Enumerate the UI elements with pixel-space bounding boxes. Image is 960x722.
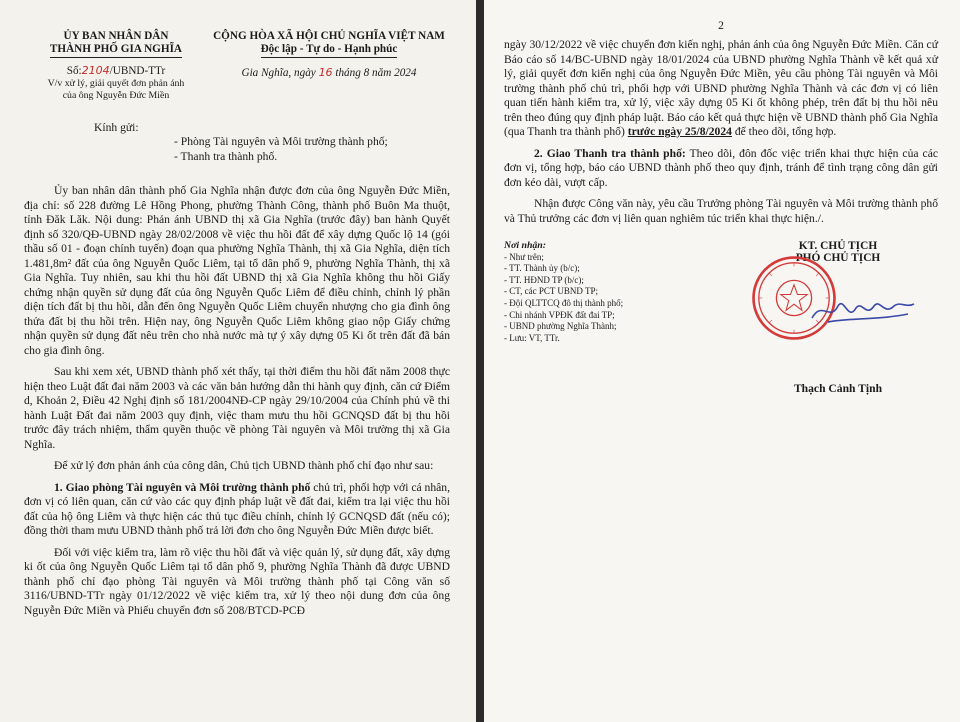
recipient-item: - Lưu: VT, TTr. <box>504 332 560 343</box>
continuation-paragraph: ngày 30/12/2022 về việc chuyển đơn kiến nghị, phản ánh của ông Nguyễn Đức Miền. Căn cứ Báo cáo số 14/BC-UBND ngày 18/01/2024 của UBND phường Nghĩa Thành về kết quả xử lý, giải quyết đơn kiến nghị của ông Nguyễn Đức Miền, yêu cầu phòng Tài nguyên và Môi trường thành phố chủ trì, phối hợp với UBND phường Nghĩa Thành và các đơn vị có liên quan tiến hành kiểm tra, xử lý, việc xây dựng 05 Ki ốt không phép, trên đất bị thu hồi nêu trên theo đúng quy định pháp luật. Báo cáo kết quả thực hiện về UBND thành phố Gia Nghĩa (qua Thanh tra thành phố) trước ngày 25/8/2024 để theo dõi, tổng hợp. <box>504 38 938 138</box>
directive-item-2: 2. Giao Thanh tra thành phố: Theo dõi, đôn đốc việc triển khai thực hiện của các đơn vị, tổng hợp, báo cáo UBND thành phố theo quy định, tránh để tình trạng công dân gửi đơn kéo dài, vượt cấp. <box>504 146 938 189</box>
closing-paragraph: Nhận được Công văn này, yêu cầu Trưởng phòng Tài nguyên và Môi trường thành phố và Thủ trưởng các đơn vị liên quan nghiêm túc triển khai thực hiện./. <box>504 197 938 225</box>
signer-name: Thạch Cảnh Tịnh <box>793 382 883 395</box>
body-paragraph-4: Đối với việc kiểm tra, làm rõ việc thu hồi đất và việc quản lý, sử dụng đất, xây dựng ki ốt của ông Nguyễn Quốc Liêm tại tổ dân phố 9, phường Nghĩa Thành đã được UBND thành phố chỉ đạo phòng Tài nguyên và Môi trường thành phố tại Công văn số 3116/UBND-TTr ngày 01/12/2022 về việc kiểm tra, xử lý theo nội dung đơn của ông Nguyễn Đức Miền và Phiếu chuyển đơn số 208/BTCD-PCĐ <box>24 545 450 617</box>
recipient-2: - Thanh tra thành phố. <box>174 150 278 163</box>
recipient-item: - TT. HĐND TP (b/c); <box>504 274 584 285</box>
page-number: 2 <box>718 20 724 32</box>
doc-subject-line1: V/v xử lý, giải quyết đơn phản ánh <box>47 78 185 89</box>
greeting: Kính gửi: <box>94 121 139 134</box>
recipient-item: - Chi nhánh VPĐK đất đai TP; <box>504 309 615 320</box>
doc-subject-line2: của ông Nguyễn Đức Miền <box>62 89 170 101</box>
org-line1: ỦY BAN NHÂN DÂN <box>63 30 169 42</box>
recipients-list <box>504 240 714 395</box>
doc-date-day-handwritten: 16 <box>318 66 333 79</box>
body-paragraph-3: Để xử lý đơn phản ánh của công dân, Chủ tịch UBND thành phố chỉ đạo như sau: <box>54 459 434 472</box>
doc-number-handwritten: 2104 <box>81 64 110 77</box>
header-row <box>24 30 450 101</box>
body-paragraph-2: Sau khi xem xét, UBND thành phố xét thấy, tại thời điểm thu hồi đất năm 2008 thực hiện theo Luật đất đai năm 2003 và các văn bản hướng dẫn thi hành quy định, căn cứ Điểm d, Khoản 2, Điều 42 Nghị định số 181/2004NĐ-CP ngày 29/10/2004 của Chính phủ về thi hành Luật Đất đai năm 2003 quy định, việc tham mưu thu hồi GCNQSD đất bị thu hồi trước đây trách nhiệm, thẩm quyền thuộc về phòng Tài nguyên và Môi trường thị xã Gia Nghĩa. <box>24 365 450 451</box>
doc-number: Số:2104/UBND-TTr <box>66 64 166 77</box>
directive-item-1-title: Giao phòng Tài nguyên và Môi trường thành phố <box>65 480 311 494</box>
nation-name: CỘNG HÒA XÃ HỘI CHỦ NGHĨA VIỆT NAM <box>213 30 445 42</box>
recipient-item: - Như trên; <box>504 251 544 262</box>
directive-item-1: 1. Giao phòng Tài nguyên và Môi trường thành phố chủ trì, phối hợp với cá nhân, đơn vị có liên quan, căn cứ vào các quy định pháp luật về đất đai, kiểm tra lại việc thu hồi đất của hộ ông Liêm và thực hiện các thủ tục điều chỉnh, chỉnh lý GCNQSD đất (nếu có); đồng thời tham mưu UBND thành phố trả lời đơn cho ông Nguyễn Đức Miền được biết. <box>24 480 450 537</box>
signer-title-2: PHÓ CHỦ TỊCH <box>795 252 881 264</box>
recipients-title: Nơi nhận: <box>504 240 547 251</box>
signer-title-1: KT. CHỦ TỊCH <box>798 240 878 252</box>
handwritten-signature-icon <box>808 292 918 328</box>
recipient-item: - TT. Thành ủy (b/c); <box>504 263 580 274</box>
signer-block <box>738 240 938 395</box>
nation-motto: Độc lập - Tự do - Hạnh phúc <box>261 43 398 58</box>
recipient-item: - CT, các PCT UBND TP; <box>504 286 598 297</box>
body-paragraph-1: Ủy ban nhân dân thành phố Gia Nghĩa nhận được đơn của ông Nguyễn Đức Miền, địa chỉ: số 228 đường Lê Hồng Phong, phường Thành Công, thành phố Buôn Ma thuột, tỉnh Đăk Lăk. Nội dung: Phản ánh UBND thị xã Gia Nghĩa (trước đây) ban hành Quyết định số 320/QĐ-UBND ngày 28/02/2008 về việc thu hồi đất để xây dựng Quốc lộ 14 (gói thầu số 01 - đoạn chính tuyến) đoạn qua phường Nghĩa Thành, thị xã Gia Nghĩa, diện tích 1.481,8m² đất của ông Nguyễn Quốc Liêm, tại tổ dân phố 9, phường Nghĩa Thành, thị xã Gia Nghĩa. Tuy nhiên, sau khi thu hồi đất UBND thị xã Gia Nghĩa không thu hồi Giấy chứng nhận quyền sử dụng đất của ông Nguyễn Quốc Liêm để điều chỉnh, chỉnh lý phần diện tích đất bị thu hồi, dẫn đến ông Nguyễn Quốc Liêm chuyển nhượng cho gia đình ông thửa đất bị thu hồi trên. Hiện nay, ông Nguyễn Quốc Liêm không giao nộp Giấy chứng nhận quyền sử dụng đất nêu trên cho nhà nước mà tự ý xây dựng 05 Ki ốt trên đất đã bán cho gia đình ông. <box>24 184 450 357</box>
recipient-item: - UBND phường Nghĩa Thành; <box>504 321 617 332</box>
document-page-2 <box>484 0 960 722</box>
doc-date: Gia Nghĩa, ngày 16 tháng 8 năm 2024 <box>241 66 417 79</box>
national-motto-block <box>208 30 450 101</box>
org-line2: THÀNH PHỐ GIA NGHĨA <box>50 43 182 58</box>
recipient-1: - Phòng Tài nguyên và Môi trường thành phố; <box>174 135 388 148</box>
recipient-item: - Đội QLTTCQ đô thị thành phố; <box>504 297 624 308</box>
signature-section <box>504 240 938 395</box>
deadline-date: trước ngày 25/8/2024 <box>627 125 732 138</box>
directive-item-2-title: Giao Thanh tra thành phố: <box>546 146 686 160</box>
issuing-org-block <box>24 30 208 101</box>
document-page-1 <box>0 0 476 722</box>
